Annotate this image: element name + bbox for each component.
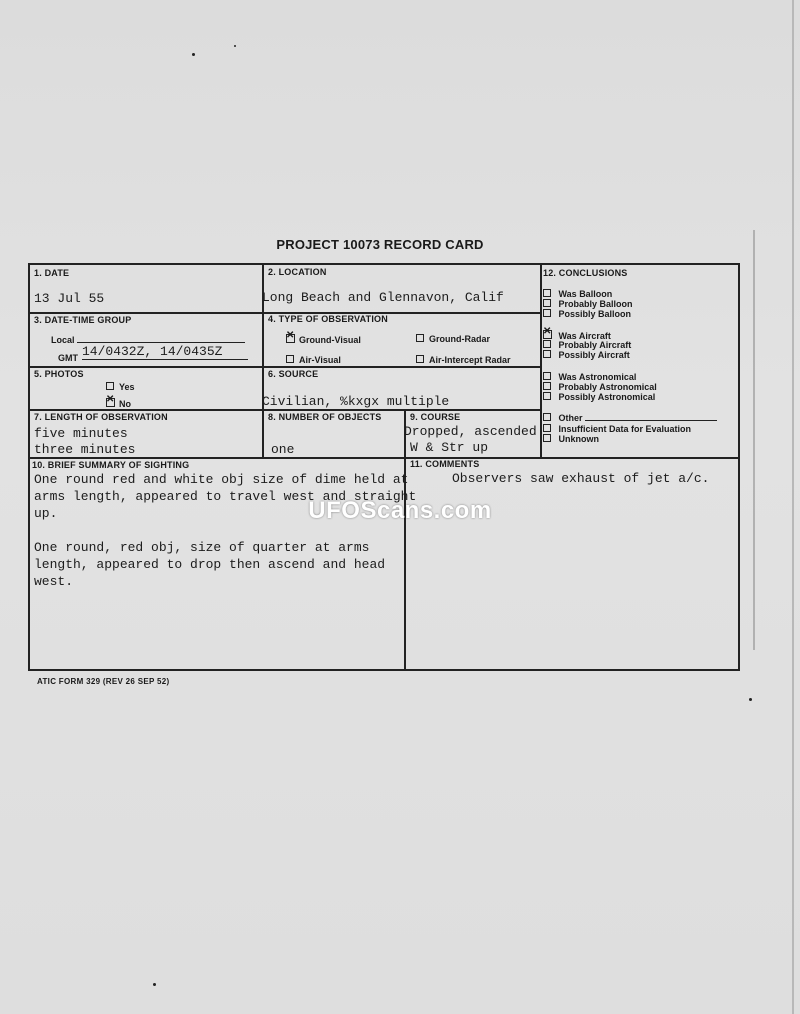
checked-box-icon bbox=[543, 330, 552, 339]
checkbox-icon bbox=[543, 350, 551, 358]
course-line-1: Dropped, ascended bbox=[404, 424, 537, 439]
comments-label: 11. COMMENTS bbox=[410, 459, 480, 469]
checkbox-icon bbox=[543, 434, 551, 442]
source-value: Civilian, %kxgx multiple bbox=[262, 394, 450, 409]
checkbox-icon bbox=[543, 289, 551, 297]
checked-box-icon bbox=[286, 334, 295, 343]
photos-option-yes: Yes bbox=[106, 382, 135, 392]
local-label: Local bbox=[51, 335, 245, 345]
gmt-value: 14/0432Z, 14/0435Z bbox=[82, 344, 248, 360]
date-label: 1. DATE bbox=[34, 268, 70, 278]
conclusion-other: Other bbox=[543, 413, 717, 423]
checkbox-icon bbox=[543, 392, 551, 400]
dust-speck bbox=[234, 45, 236, 47]
checkbox-icon bbox=[543, 299, 551, 307]
conclusion-possibly-aircraft: Possibly Aircraft bbox=[543, 350, 630, 360]
brief-summary-text bbox=[34, 471, 434, 607]
conclusion-unknown: Unknown bbox=[543, 434, 599, 444]
checkbox-icon bbox=[543, 340, 551, 348]
checkbox-icon bbox=[106, 382, 114, 390]
length-of-observation-label: 7. LENGTH OF OBSERVATION bbox=[34, 412, 168, 422]
conclusions-label: 12. CONCLUSIONS bbox=[543, 268, 628, 278]
checkbox-icon bbox=[543, 309, 551, 317]
location-value: Long Beach and Glennavon, Calif bbox=[262, 290, 504, 305]
date-value: 13 Jul 55 bbox=[34, 291, 105, 306]
course-label: 9. COURSE bbox=[410, 412, 461, 422]
course-line-2: W & Str up bbox=[410, 440, 489, 455]
checkbox-icon bbox=[286, 355, 294, 363]
conclusion-was-aircraft: ✕ Was Aircraft bbox=[543, 330, 611, 341]
checked-box-icon bbox=[106, 398, 115, 407]
length-line-1: five minutes bbox=[34, 426, 128, 441]
checkbox-icon bbox=[543, 424, 551, 432]
comments-value: Observers saw exhaust of jet a/c. bbox=[452, 471, 710, 486]
conclusion-was-balloon: Was Balloon bbox=[543, 289, 612, 299]
conclusion-probably-astronomical: Probably Astronomical bbox=[543, 382, 657, 392]
watermark-logo: UFOScans.com bbox=[308, 497, 492, 524]
number-of-objects-value: one bbox=[271, 442, 295, 457]
checkbox-icon bbox=[543, 382, 551, 390]
card-title: PROJECT 10073 RECORD CARD bbox=[276, 237, 484, 252]
number-of-objects-label: 8. NUMBER OF OBJECTS bbox=[268, 412, 382, 422]
conclusion-was-astronomical: Was Astronomical bbox=[543, 372, 636, 382]
date-time-group-label: 3. DATE-TIME GROUP bbox=[34, 315, 132, 325]
option-ground-visual: ✕Ground-Visual bbox=[286, 334, 361, 345]
photos-option-no: ✕No bbox=[106, 398, 131, 409]
type-of-observation-label: 4. TYPE OF OBSERVATION bbox=[268, 314, 388, 324]
summary-paragraph-1: One round red and white obj size of dime held at arms length, appeared to travel west and straight up. bbox=[34, 472, 417, 521]
summary-paragraph-2: One round, red obj, size of quarter at arms length, appeared to drop then ascend and head west. bbox=[34, 540, 386, 589]
dust-speck bbox=[153, 983, 156, 986]
scan-mark bbox=[753, 230, 755, 650]
checkbox-icon bbox=[543, 372, 551, 380]
checkbox-icon bbox=[416, 355, 424, 363]
dust-speck bbox=[749, 698, 752, 701]
option-air-visual: Air-Visual bbox=[286, 355, 341, 365]
conclusion-probably-aircraft: Probably Aircraft bbox=[543, 340, 631, 350]
checkbox-icon bbox=[543, 413, 551, 421]
option-air-intercept-radar: Air-Intercept Radar bbox=[416, 355, 511, 365]
conclusion-possibly-astronomical: Possibly Astronomical bbox=[543, 392, 655, 402]
form-number: ATIC FORM 329 (REV 26 SEP 52) bbox=[37, 677, 170, 686]
brief-summary-label: 10. BRIEF SUMMARY OF SIGHTING bbox=[32, 460, 190, 470]
conclusion-insufficient-data: Insufficient Data for Evaluation bbox=[543, 424, 691, 434]
length-line-2: three minutes bbox=[34, 442, 136, 457]
checkbox-icon bbox=[416, 334, 424, 342]
option-ground-radar: Ground-Radar bbox=[416, 334, 490, 344]
conclusion-probably-balloon: Probably Balloon bbox=[543, 299, 633, 309]
source-label: 6. SOURCE bbox=[268, 369, 319, 379]
dust-speck bbox=[192, 53, 195, 56]
gmt-label: GMT bbox=[58, 353, 78, 363]
location-label: 2. LOCATION bbox=[268, 267, 327, 277]
photos-label: 5. PHOTOS bbox=[34, 369, 84, 379]
conclusion-possibly-balloon: Possibly Balloon bbox=[543, 309, 631, 319]
